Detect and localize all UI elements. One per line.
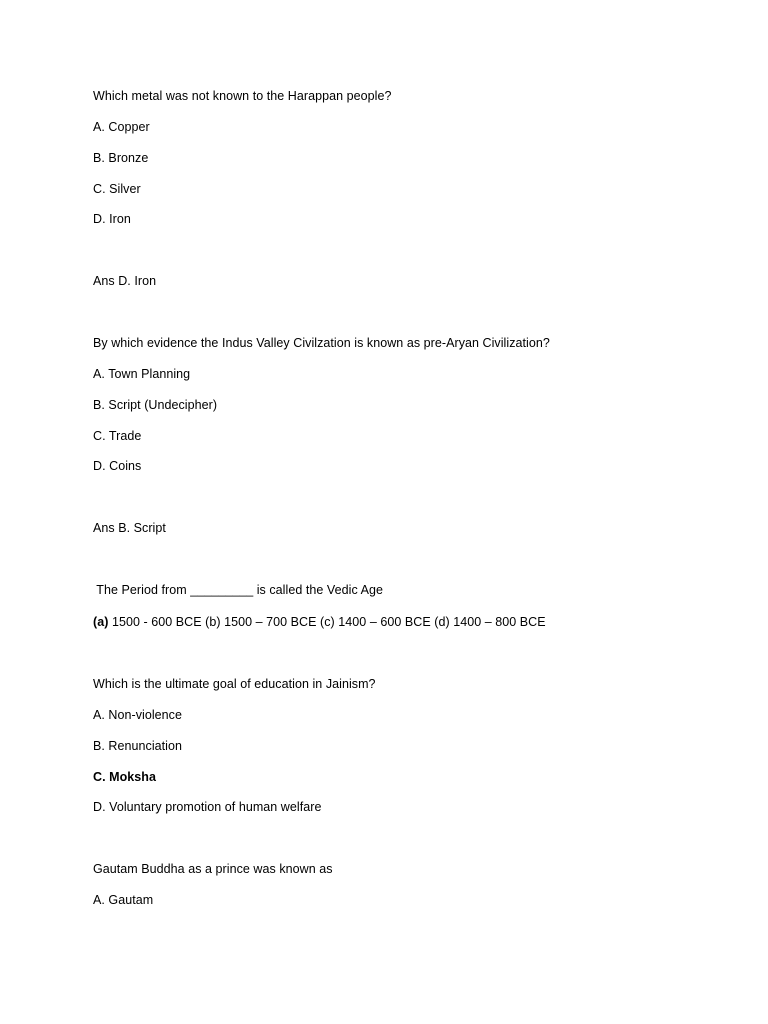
question-1-text: Which metal was not known to the Harappan people? (93, 89, 392, 103)
question-2-text: By which evidence the Indus Valley Civilzation is known as pre-Aryan Civilization? (93, 336, 550, 350)
question-1-option-c: C. Silver (93, 182, 141, 196)
question-2-option-c: C. Trade (93, 429, 142, 443)
question-2-answer: Ans B. Script (93, 521, 166, 535)
question-5-text: Gautam Buddha as a prince was known as (93, 862, 333, 876)
question-4-option-b: B. Renunciation (93, 739, 183, 753)
question-4-option-c: C. Moksha (93, 770, 156, 784)
question-1-option-b: B. Bronze (93, 151, 149, 165)
question-1-option-d: D. Iron (93, 212, 131, 226)
question-5-option-a: A. Gautam (93, 893, 154, 907)
question-4-option-d: D. Voluntary promotion of human welfare (93, 800, 322, 814)
question-2-option-d: D. Coins (93, 459, 142, 473)
question-4-option-a: A. Non-violence (93, 708, 182, 722)
question-2-option-a: A. Town Planning (93, 367, 191, 381)
question-4-text: Which is the ultimate goal of education in Jainism? (93, 677, 376, 691)
question-3-answer-marker: (a) (93, 615, 109, 629)
question-3-text: The Period from _________ is called the Vedic Age (93, 583, 383, 597)
question-1-answer: Ans D. Iron (93, 274, 157, 288)
question-1-option-a: A. Copper (93, 120, 150, 134)
question-3-options (93, 614, 546, 630)
question-2-option-b: B. Script (Undecipher) (93, 398, 218, 412)
question-3-options-inline: 1500 - 600 BCE (b) 1500 – 700 BCE (c) 1400 – 600 BCE (d) 1400 – 800 BCE (108, 615, 546, 629)
